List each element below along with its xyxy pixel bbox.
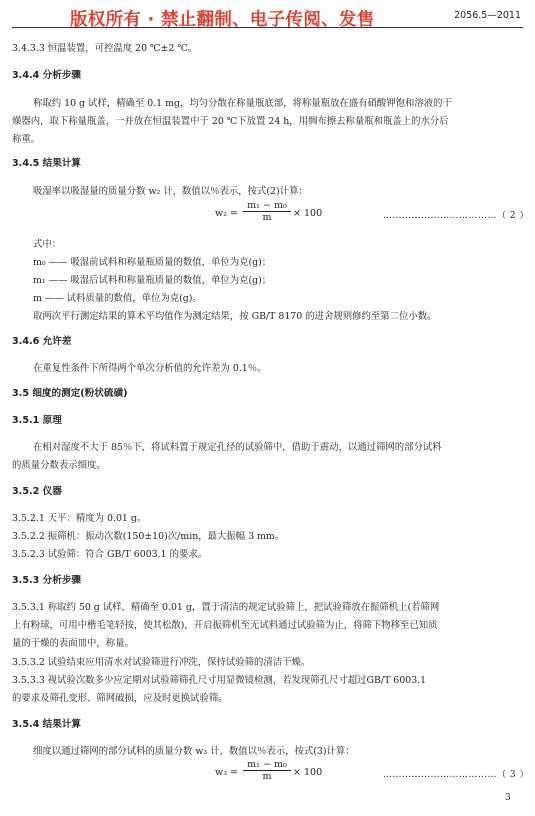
variable-m1: m₁ —— 吸湿后试料和称量瓶质量的数值，单位为克(g)； [33, 275, 272, 286]
clause-3-4-3-3: 3.4.3.3 恒温装置，可控温度 20 ℃±2 ℃。 [12, 43, 198, 54]
paragraph-3-5-4: 细度以通过筛网的部分试料的质量分数 w₃ 计，数值以％表示，按式(3)计算： [33, 746, 355, 757]
heading-3-4-5: 3.4.5 结果计算 [12, 158, 82, 169]
page-number: 3 [505, 793, 511, 803]
variable-m0: m₀ —— 吸湿前试料和称量瓶质量的数值，单位为克(g)； [33, 257, 272, 268]
heading-3-5-2: 3.5.2 仪器 [12, 486, 62, 497]
formula-3-denominator: m [262, 771, 272, 782]
clause-3-5-3-3-line1: 3.5.3.3 视试验次数多少应定期对试验筛筛孔尺寸用显微镜检测，若发现筛孔尺寸超过GB/T 6003.1 [12, 675, 427, 686]
clause-3-5-3-3-line2: 的要求及筛孔变形、筛网破损，应及时更换试验筛。 [12, 693, 228, 704]
formula-2-lhs: w₂ = [215, 208, 238, 219]
formula-3-fraction [243, 759, 291, 782]
heading-3-4-6: 3.4.6 允许差 [12, 336, 72, 347]
clause-3-5-3-1-line2: 上有粉球，可用中楷毛笔轻按，使其松散)，开启振筛机至无试料通过试验筛为止，将筛下物移至已知质 [12, 620, 438, 631]
heading-3-5: 3.5 细度的测定(粉状硫磺) [12, 388, 128, 399]
formula-2-numerator: m₁ − m₀ [247, 200, 287, 211]
heading-3-5-3: 3.5.3 分析步骤 [12, 575, 82, 586]
formula-3-lhs: w₃ = [215, 767, 238, 778]
variable-m: m —— 试料质量的数值，单位为克(g)。 [33, 293, 202, 304]
clause-3-5-2-3: 3.5.2.3 试验筛：符合 GB/T 6003.1 的要求。 [12, 549, 208, 560]
formula-2-denominator: m [262, 212, 272, 223]
paragraph-3-4-4-line3: 称重。 [12, 134, 41, 145]
standard-code: 2056.5—2011 [454, 10, 521, 21]
clause-3-5-2-2: 3.5.2.2 振筛机：振动次数(150±10)次/min，最大振幅 3 mm。 [12, 531, 285, 542]
formula-2-number: ………………………………（ 2 ） [383, 211, 529, 221]
clause-3-5-3-1-line1: 3.5.3.1 称取约 50 g 试样，精确至 0.01 g，置于清洁的规定试验筛上，把试验筛放在振筛机上(若筛网 [12, 602, 440, 613]
paragraph-3-4-6: 在重复性条件下所得两个单次分析值的允许差为 0.1％。 [33, 363, 267, 374]
paragraph-3-4-4-line1: 称取约 10 g 试样，精确至 0.1 mg，均匀分散在称量瓶底部，将称量瓶放在盛有硝酸钾饱和溶液的干 [33, 98, 452, 109]
paragraph-3-4-5-result: 取两次平行测定结果的算术平均值作为测定结果，按 GB/T 8170 的进舍规则修约至第二位小数。 [33, 311, 437, 322]
heading-3-5-4: 3.5.4 结果计算 [12, 719, 82, 730]
formula-3-number: ………………………………（ 3 ） [383, 770, 529, 780]
header-rule [12, 27, 523, 28]
heading-3-5-1: 3.5.1 原理 [12, 415, 62, 426]
clause-3-5-2-1: 3.5.2.1 天平：精度为 0.01 g。 [12, 513, 147, 524]
formula-3-numerator: m₁ − m₀ [247, 759, 287, 770]
formula-2-fraction [243, 200, 291, 223]
clause-3-5-3-2: 3.5.3.2 试验结束应用清水对试验筛进行冲洗，保持试验筛的清洁干燥。 [12, 657, 311, 668]
where-label: 式中： [33, 239, 62, 250]
formula-3-rhs: × 100 [293, 767, 323, 778]
paragraph-3-4-5: 吸湿率以吸湿量的质量分数 w₂ 计，数值以％表示，按式(2)计算： [33, 186, 308, 197]
watermark-banner: 版权所有 · 禁止翻制、电子传阅、发售 [70, 10, 375, 30]
clause-3-5-3-1-line3: 量的干燥的表面皿中，称量。 [12, 638, 134, 649]
formula-2-rhs: × 100 [293, 208, 323, 219]
paragraph-3-4-4-line2: 燥器内，取下称量瓶盖，一并放在恒温装置中于 20 ℃下放置 24 h，用绸布擦去称量瓶和瓶盖上的水分后 [12, 116, 449, 127]
paragraph-3-5-1-line1: 在相对湿度不大于 85％下，将试料置于规定孔径的试验筛中，借助于震动，以通过筛网的部分试料 [33, 442, 442, 453]
heading-3-4-4: 3.4.4 分析步骤 [12, 70, 82, 81]
paragraph-3-5-1-line2: 的质量分数表示细度。 [12, 460, 106, 471]
